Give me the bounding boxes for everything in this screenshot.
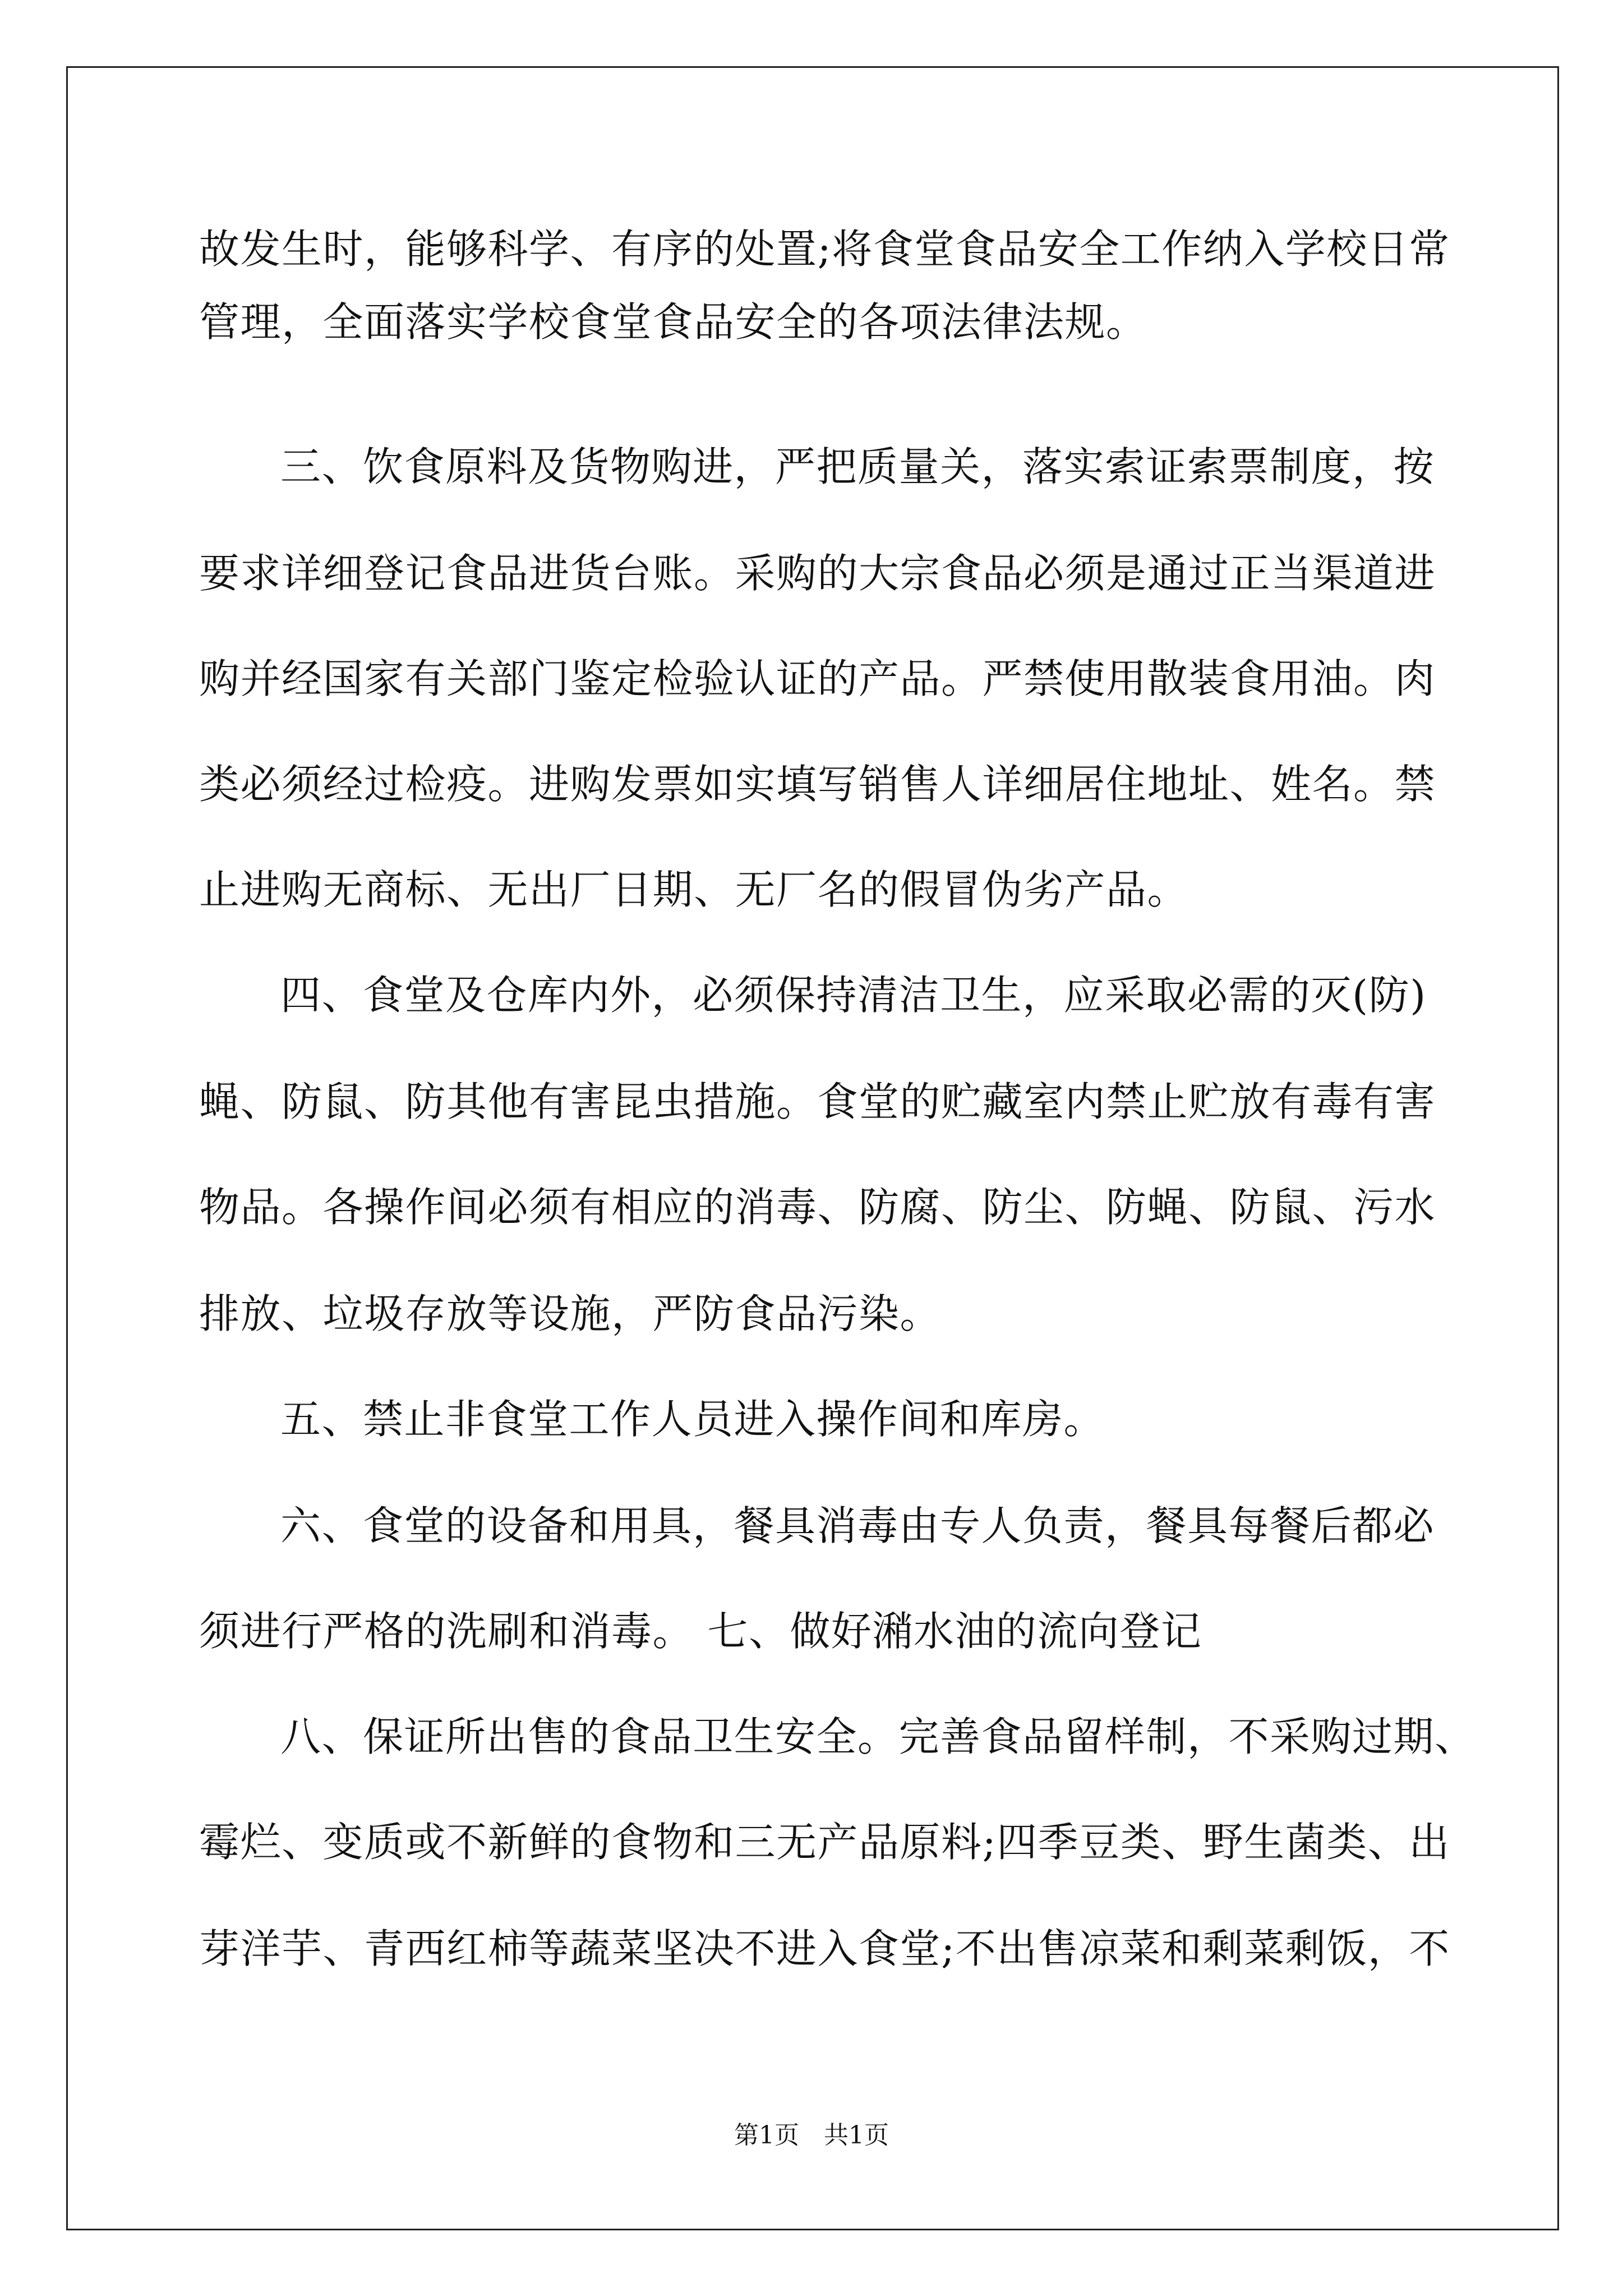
paragraph-first-line: 八、保证所出售的食品卫生安全。完善食品留样制，不采购过期、	[280, 1713, 1476, 1760]
page-border	[66, 66, 1559, 2230]
page-footer: 第1页 共1页	[734, 2121, 889, 2150]
paragraph-first-line: 五、禁止非食堂工作人员进入操作间和库房。	[280, 1396, 1105, 1443]
body-line: 排放、垃圾存放等设施，严防食品污染。	[199, 1290, 942, 1337]
body-line: 要求详细登记食品进货台账。采购的大宗食品必须是通过正当渠道进	[199, 550, 1436, 597]
body-line: 故发生时，能够科学、有序的处置;将食堂食品安全工作纳入学校日常	[199, 226, 1450, 273]
body-line: 类必须经过检疫。进购发票如实填写销售人详细居住地址、姓名。禁	[199, 761, 1436, 808]
body-line: 芽洋芋、青西红柿等蔬菜坚决不进入食堂;不出售凉菜和剩菜剩饭，不	[199, 1925, 1450, 1972]
body-line: 止进购无商标、无出厂日期、无厂名的假冒伪劣产品。	[199, 866, 1189, 913]
body-line: 须进行严格的洗刷和消毒。 七、做好潲水油的流向登记	[199, 1608, 1202, 1655]
paragraph-first-line: 三、饮食原料及货物购进，严把质量关，落实索证索票制度，按	[280, 443, 1435, 490]
body-line: 蝇、防鼠、防其他有害昆虫措施。食堂的贮藏室内禁止贮放有毒有害	[199, 1078, 1436, 1125]
body-line: 霉烂、变质或不新鲜的食物和三无产品原料;四季豆类、野生菌类、出	[199, 1819, 1450, 1866]
body-line: 管理，全面落实学校食堂食品安全的各项法律法规。	[199, 298, 1147, 346]
paragraph-first-line: 六、食堂的设备和用具，餐具消毒由专人负责，餐具每餐后都必	[280, 1502, 1435, 1549]
paragraph-first-line: 四、食堂及仓库内外，必须保持清洁卫生，应采取必需的灭(防)	[280, 972, 1427, 1019]
body-line: 物品。各操作间必须有相应的消毒、防腐、防尘、防蝇、防鼠、污水	[199, 1184, 1436, 1231]
body-line: 购并经国家有关部门鉴定检验认证的产品。严禁使用散装食用油。肉	[199, 655, 1436, 702]
